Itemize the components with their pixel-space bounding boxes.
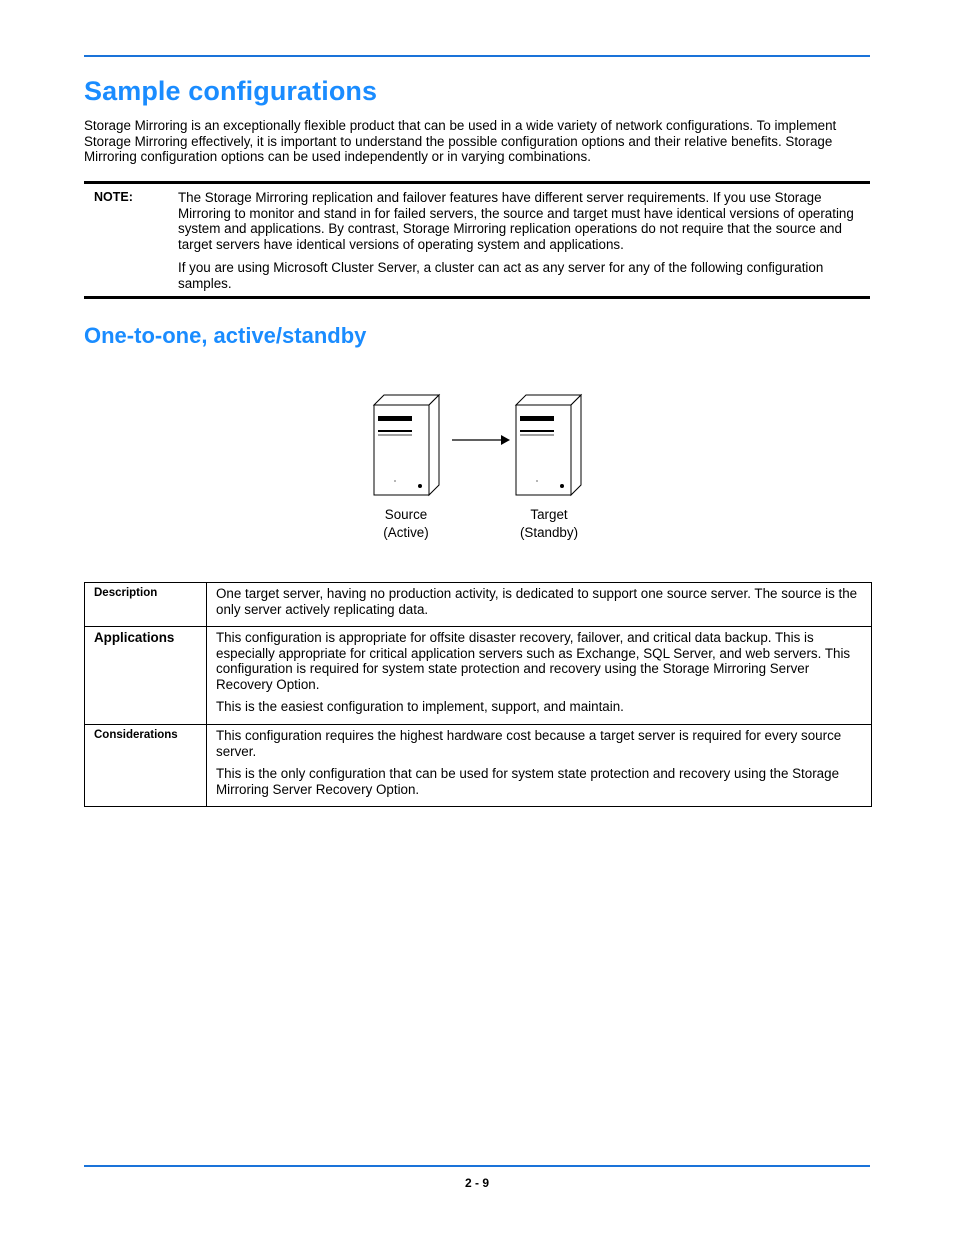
target-role: (Standby) bbox=[519, 525, 579, 540]
row-label-applications: Applications bbox=[85, 627, 207, 725]
row-label-considerations: Considerations bbox=[85, 725, 207, 807]
note-paragraph: The Storage Mirroring replication and failover features have different server requirements. If you use Storage Mirroring to monitor and stand in for failed servers, the source and target must have identical versions of operating system and applications. By contrast, Storage Mirroring replication operations do not require that the source and target servers have identical versions of operating system and applications. bbox=[178, 190, 854, 252]
source-label: Source bbox=[384, 507, 428, 522]
note-box bbox=[84, 181, 870, 299]
arrow-right-icon bbox=[452, 435, 510, 445]
cell-paragraph: This is the only configuration that can be used for system state protection and recovery using the Storage Mirroring Server Recovery Option. bbox=[216, 766, 840, 797]
header-rule bbox=[84, 55, 870, 57]
intro-paragraph: Storage Mirroring is an exceptionally flexible product that can be used in a wide variety of network configurations. To implement Storage Mirroring effectively, it is important to understand the possible configuration options and their relative benefits. Storage Mirroring configuration options can be used independently or in varying combinations. bbox=[84, 118, 837, 164]
configuration-table bbox=[84, 582, 872, 807]
page-number: 2 - 9 bbox=[464, 1176, 489, 1190]
cell-paragraph: This configuration is appropriate for offsite disaster recovery, failover, and critical data backup. This is especially appropriate for critical application servers such as Exchange, SQL Server, and web servers. This configuration is required for system state protection and recovery using the Storage Mirroring Server Recovery Option. bbox=[216, 630, 851, 692]
page-title: Sample configurations bbox=[84, 76, 378, 106]
note-paragraph: If you are using Microsoft Cluster Server, a cluster can act as any server for any of the following configuration samples. bbox=[178, 260, 824, 291]
target-label: Target bbox=[530, 507, 568, 522]
cell-paragraph: This is the easiest configuration to implement, support, and maintain. bbox=[216, 699, 624, 714]
target-caption bbox=[509, 506, 589, 542]
source-caption bbox=[366, 506, 446, 542]
row-label-description: Description bbox=[85, 583, 207, 627]
one-to-one-diagram bbox=[360, 385, 600, 550]
source-role: (Active) bbox=[383, 525, 429, 540]
row-content-description bbox=[207, 583, 872, 627]
table-row bbox=[85, 725, 872, 807]
table-row bbox=[85, 583, 872, 627]
note-body bbox=[178, 190, 868, 299]
row-content-applications bbox=[207, 627, 872, 725]
table-row bbox=[85, 627, 872, 725]
section-heading: One-to-one, active/standby bbox=[84, 323, 367, 348]
cell-paragraph: This configuration requires the highest hardware cost because a target server is required for every source server. bbox=[216, 728, 842, 759]
footer-rule bbox=[84, 1165, 870, 1167]
cell-paragraph: One target server, having no production activity, is dedicated to support one source server. The source is the only server actively replicating data. bbox=[216, 586, 858, 617]
target-server-icon bbox=[516, 395, 581, 495]
source-server-icon bbox=[374, 395, 439, 495]
row-content-considerations bbox=[207, 725, 872, 807]
note-label: NOTE: bbox=[94, 190, 133, 204]
